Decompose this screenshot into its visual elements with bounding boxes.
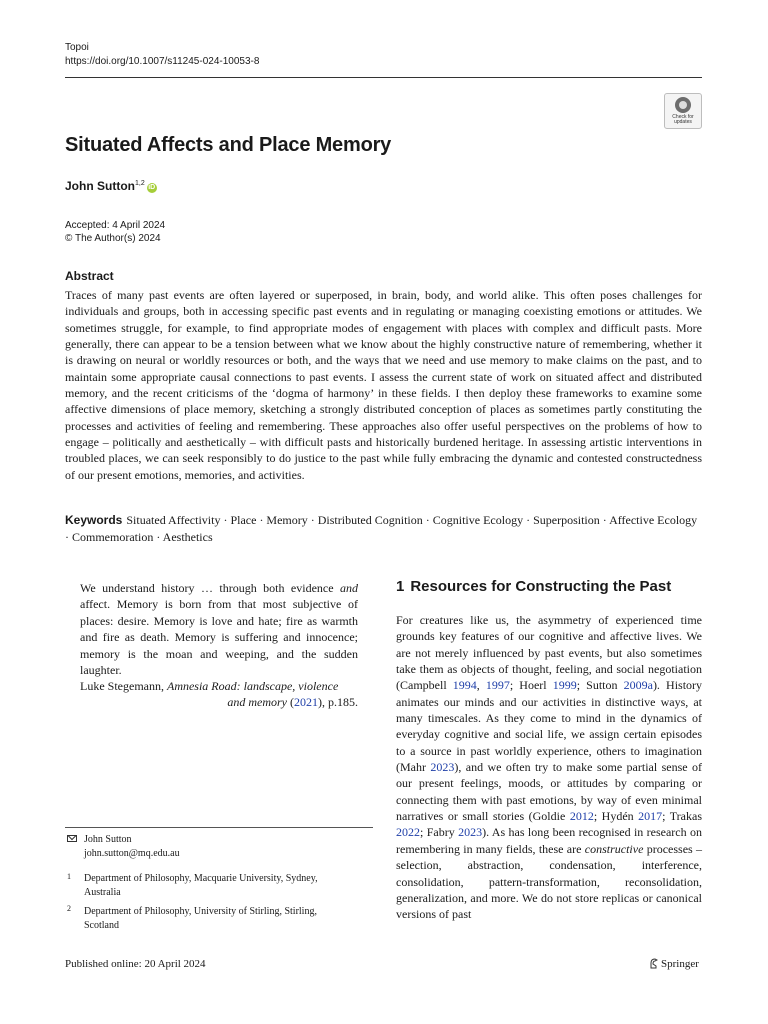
epigraph-citation-link[interactable]: 2021 xyxy=(294,695,318,710)
epigraph-source-page: ), p.185. xyxy=(318,695,358,710)
keywords xyxy=(65,512,702,545)
mail-icon xyxy=(67,835,77,842)
citation-link[interactable]: 1994 xyxy=(452,678,477,693)
orcid-icon[interactable]: iD xyxy=(148,184,156,191)
section-body xyxy=(396,612,702,923)
body-text: ). History animates our minds and our activities in distinctive ways, at many timescales. As they come to mind in the dynamics of everyday cognitive and social life, we assign certain episodes to a source in past worldly experience, others to imagination (Mahr xyxy=(396,678,703,775)
check-updates-label: Check for updates xyxy=(672,114,694,125)
corresponding-author-email[interactable]: john.sutton@mq.edu.au xyxy=(84,848,180,859)
keywords-label: Keywords xyxy=(65,513,123,527)
article-title: Situated Affects and Place Memory xyxy=(65,134,392,156)
epigraph-text-1: We understand history … through both evidence xyxy=(80,581,340,595)
affiliation-divider xyxy=(65,827,373,828)
author-line xyxy=(65,179,157,193)
keywords-list: Situated Affectivity · Place · Memory · Distributed Cognition · Cognitive Ecology · Superposition · Affective Ecology · Commemoration · Aesthetics xyxy=(65,513,698,544)
corresponding-author-name: John Sutton xyxy=(84,834,132,845)
body-emphasis: constructive xyxy=(584,841,644,856)
publisher-logo xyxy=(649,958,699,970)
journal-name: Topoi xyxy=(65,42,89,53)
body-text: ). As has long been recognised in research on remembering in many fields, these are xyxy=(396,825,702,856)
springer-horse-icon xyxy=(649,958,658,969)
citation-link[interactable]: 1999 xyxy=(552,678,577,693)
body-text: ; Hoerl xyxy=(509,678,553,693)
epigraph-source-title: Amnesia Road: landscape, violence xyxy=(166,679,339,693)
affiliation-text: Department of Philosophy, Macquarie University, Sydney, Australia xyxy=(84,873,318,898)
check-updates-icon xyxy=(675,97,691,113)
citation-link[interactable]: 2012 xyxy=(569,809,594,824)
epigraph-source-title-cont: and memory xyxy=(227,695,287,710)
body-text: ), and we often try to make some partial sense of our present feelings, moods, or attitudes by comparing or connecting them with past emotions, by way of even minimal narratives or small stories (Goldie xyxy=(396,760,702,824)
citation-link[interactable]: 2009a xyxy=(623,678,653,693)
publisher-name: Springer xyxy=(661,958,699,970)
epigraph-source-author: Luke Stegemann, xyxy=(80,679,167,693)
body-text: ; Fabry xyxy=(420,825,459,840)
doi-link[interactable]: https://doi.org/10.1007/s11245-024-10053-8 xyxy=(65,56,260,67)
body-text: ; Hydén xyxy=(593,809,639,824)
affiliation-text: Department of Philosophy, University of Stirling, Stirling, Scotland xyxy=(84,906,317,931)
header-divider xyxy=(65,77,702,78)
citation-link[interactable]: 1997 xyxy=(485,678,510,693)
author-affiliation-marks: 1,2 xyxy=(134,180,145,187)
body-text: For creatures like us, the asymmetry of experienced time grounds key features of our cognitive and affective lives. We are not merely influenced by past events, but also sometimes take them as objects of thought, feeling, and social negotiation (Campbell xyxy=(396,613,702,693)
citation-link[interactable]: 2022 xyxy=(396,825,420,840)
body-text: ; Trakas xyxy=(662,809,703,824)
accepted-date: Accepted: 4 April 2024 xyxy=(65,220,166,231)
section-number: 1 xyxy=(396,578,405,595)
abstract-text: Traces of many past events are often layered or superposed, in brain, body, and world alike. This often poses challenges for individuals and groups, both in accessing specific past events and in regulating or managing coexisting emotions or attitudes. We sometimes struggle, for example, to find appropriate modes of engagement with places with complex and difficult pasts. More generally, there can appear to be a tension between what we know about the highly constructive nature of remembering, whether it is drawing on neural or worldly resources or both, and the ways that we need and use memory to make claims on the past, and to maintain some appropriate causal connections to past events. I assess the current state of work on situated affect and distributed memory, and the recent criticisms of the ‘dogma of harmony’ in these fields. I then deploy these frameworks to examine some affective dimensions of place memory, sketching a strongly distributed conception of places as sometimes partly constituting the processes and activities of feeling and remembering. These approaches also offer useful perspectives on the problems of how to engage – politically and aesthetically – with difficult pasts and historically burdened heritage. In assessing artistic interventions in troubled places, we can seek responsibly to do justice to the past while fully embracing the dynamic and contested constructedness of our present emotions, memories, and activities. xyxy=(65,288,702,482)
published-date: Published online: 20 April 2024 xyxy=(65,958,206,970)
section-heading xyxy=(396,578,671,595)
body-text: ; Sutton xyxy=(576,678,624,693)
epigraph-quote xyxy=(80,580,358,678)
affiliation-number: 1 xyxy=(67,872,71,881)
affiliation-number: 2 xyxy=(67,904,71,913)
citation-link[interactable]: 2017 xyxy=(638,809,663,824)
abstract-heading: Abstract xyxy=(65,269,114,283)
epigraph-emphasis: and xyxy=(340,581,358,595)
section-title: Resources for Constructing the Past xyxy=(410,578,672,595)
epigraph-text-2: affect. Memory is born from that most subjective of places: desire. Memory is love and hate; fire as warmth and fire as death. Memory is suffering and innocence; memory is the moan and weeping, and the sudden laughter. xyxy=(80,597,358,678)
body-text: , xyxy=(476,678,486,693)
author-name: John Sutton xyxy=(65,179,135,193)
citation-link[interactable]: 2023 xyxy=(458,825,483,840)
copyright-notice: © The Author(s) 2024 xyxy=(65,233,161,244)
citation-link[interactable]: 2023 xyxy=(430,760,455,775)
epigraph-source: Luke Stegemann, Amnesia Road: landscape, violence and memory (2021), p.185. xyxy=(80,679,358,710)
check-for-updates-button[interactable] xyxy=(664,93,702,129)
body-text: processes – selection, abstraction, condensation, interference, consolidation, pattern-transformation, reconsolidation, generalization, and more. We do not store replicas or canonical versions of past xyxy=(396,841,702,922)
